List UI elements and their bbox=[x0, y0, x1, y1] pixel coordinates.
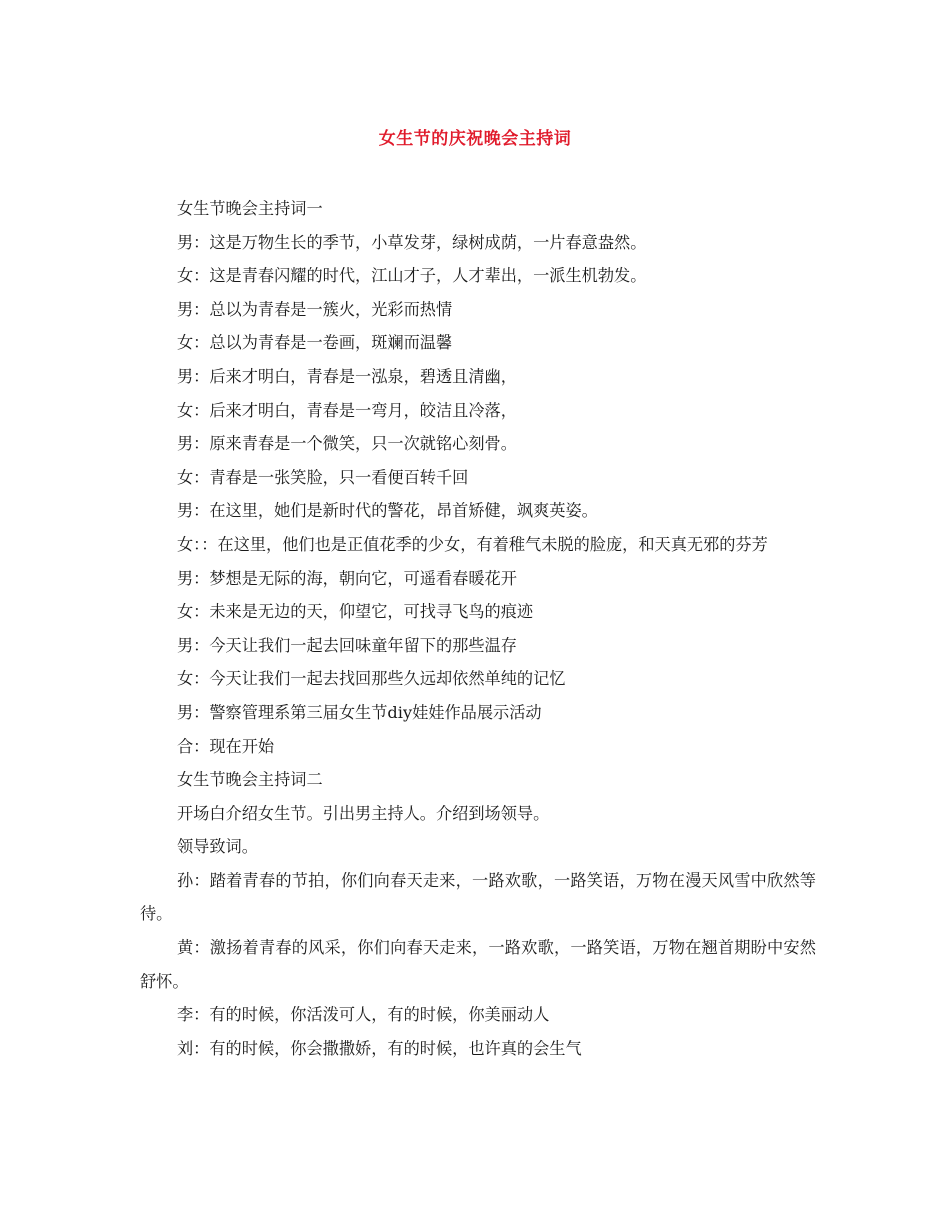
section-heading-1: 女生节晚会主持词一 bbox=[177, 199, 323, 218]
dialogue-line: 男：原来青春是一个微笑，只一次就铭心刻骨。 bbox=[177, 434, 517, 454]
dialogue-line: 男：在这里，她们是新时代的警花，昂首矫健，飒爽英姿。 bbox=[177, 501, 598, 521]
dialogue-line: 合：现在开始 bbox=[177, 736, 275, 756]
dialogue-line: 男：警察管理系第三届女生节diy娃娃作品展示活动 bbox=[177, 702, 542, 722]
document-body bbox=[140, 192, 816, 1065]
dialogue-line: 女：：在这里，他们也是正值花季的少女，有着稚气未脱的脸庞，和天真无邪的芬芳 bbox=[177, 534, 768, 554]
dialogue-line: 女：今天让我们一起去找回那些久远却依然单纯的记忆 bbox=[177, 669, 566, 689]
dialogue-line: 女：青春是一张笑脸，只一看便百转千回 bbox=[177, 467, 469, 487]
document-title: 女生节的庆祝晚会主持词 bbox=[378, 129, 572, 149]
dialogue-line: 男：这是万物生长的季节，小草发芽，绿树成荫，一片春意盎然。 bbox=[177, 232, 647, 252]
stage-direction: 领导致词。 bbox=[177, 837, 258, 857]
dialogue-line: 女：后来才明白，青春是一弯月，皎洁且冷落， bbox=[177, 400, 517, 420]
dialogue-line: 男：今天让我们一起去回味童年留下的那些温存 bbox=[177, 635, 517, 655]
dialogue-line: 刘：有的时候，你会撒撒娇，有的时候，也许真的会生气 bbox=[177, 1038, 582, 1058]
dialogue-line: 男：后来才明白，青春是一泓泉，碧透且清幽， bbox=[177, 366, 517, 386]
section-heading-2: 女生节晚会主持词二 bbox=[177, 770, 323, 790]
dialogue-line: 女：这是青春闪耀的时代，江山才子，人才辈出，一派生机勃发。 bbox=[177, 266, 647, 286]
dialogue-line: 男：总以为青春是一簇火，光彩而热情 bbox=[177, 299, 453, 319]
dialogue-line: 女：总以为青春是一卷画，斑斓而温馨 bbox=[177, 333, 453, 353]
dialogue-line: 女：未来是无边的天，仰望它，可找寻飞鸟的痕迹 bbox=[177, 602, 534, 622]
stage-direction: 开场白介绍女生节。引出男主持人。介绍到场领导。 bbox=[177, 803, 550, 823]
dialogue-line: 李：有的时候，你活泼可人，有的时候，你美丽动人 bbox=[177, 1005, 550, 1025]
dialogue-line: 孙：踏着青春的节拍，你们向春天走来，一路欢歌，一路笑语，万物在漫天风雪中欣然等待。 bbox=[140, 870, 816, 924]
dialogue-line: 黄：激扬着青春的风采，你们向春天走来，一路欢歌，一路笑语，万物在翘首期盼中安然舒怀。 bbox=[140, 938, 816, 991]
dialogue-line: 男：梦想是无际的海，朝向它，可遥看春暖花开 bbox=[177, 568, 517, 588]
